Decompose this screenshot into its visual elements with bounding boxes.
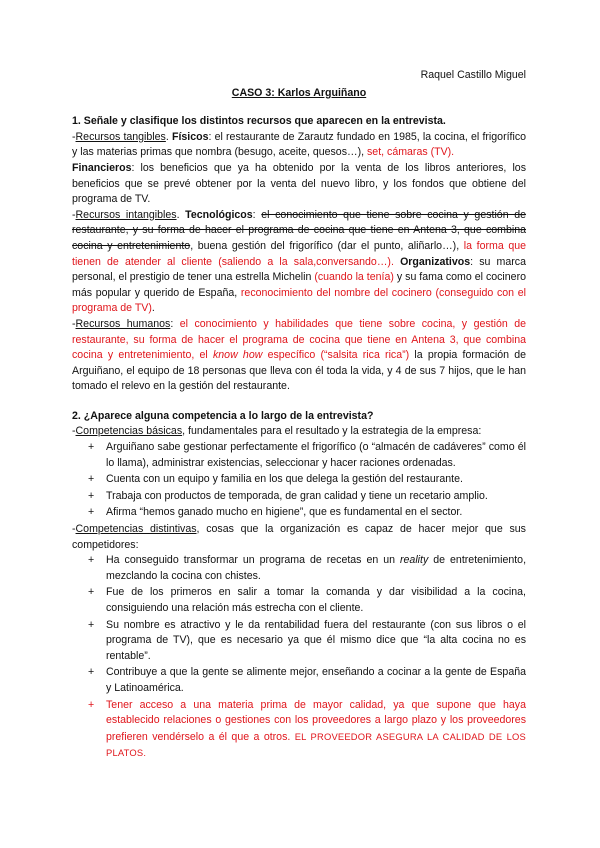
separator: :	[252, 208, 262, 221]
basic-competencies-text: , fundamentales para el resultado y la estrategia de la empresa:	[182, 425, 482, 438]
dash: -	[72, 208, 76, 221]
technological-red-note: la forma que tienen de atender al cliente (saliendo a la sala,conversando…).	[72, 239, 526, 268]
bullet: +	[88, 441, 95, 454]
organizational-red-note-2: reconocimiento del nombre del cocinero (conseguido con el programa de TV)	[72, 286, 526, 315]
distinctive-competencies-intro	[72, 522, 526, 553]
dash: -	[72, 425, 76, 438]
bullet: +	[88, 618, 95, 631]
physical-text: : el restaurante de Zarautz fundado en 1985, la cocina, el frigorífico y las materias primas que nombra (besugo, aceite, quesos…),	[72, 130, 527, 159]
basic-competencies-list	[72, 440, 526, 521]
distinctive-competencies-label: Competencias distintivas	[75, 523, 197, 536]
bullet: +	[88, 473, 95, 486]
financial-text: : los beneficios que ya ha obtenido por la venta de los libros anteriores, los beneficios que se prevé obtener por la venta del nuevo libro, y los fondos que obtiene del programa de TV.	[72, 161, 526, 206]
distinctive-competencies-list	[72, 553, 526, 762]
list-item	[72, 505, 526, 521]
dash: -	[72, 130, 76, 143]
organizational-text-2: y su fama como el cocinero más popular y querido de España,	[72, 271, 526, 299]
list-item-text: Fue de los primeros en salir a tomar la comanda y dar visibilidad a la cocina, consiguiendo una relación más estrecha con el cliente.	[106, 586, 526, 614]
bullet: +	[88, 489, 95, 502]
period: .	[151, 302, 155, 315]
dash: -	[72, 317, 76, 330]
physical-label: Físicos	[171, 130, 209, 143]
technological-label: Tecnológicos	[185, 208, 253, 221]
question-1-heading: 1. Señale y clasifique los distintos recursos que aparecen en la entrevista.	[72, 115, 446, 128]
bullet: +	[88, 698, 95, 711]
human-red-note-1: el conocimiento y habilidades que tiene sobre cocina, y gestión de restaurante, su forma de hacer el programa de cocina que tiene en Antena 3, que combina cocina y entretenimiento, el	[72, 317, 526, 362]
reality-italic: reality	[400, 554, 429, 567]
list-item-text: Afirma “hemos ganado mucho en higiene”, que es fundamental en el sector.	[106, 506, 463, 519]
list-item-text: Ha conseguido transformar un programa de recetas en un	[106, 554, 401, 567]
uppercase-note: EL PROVEEDOR ASEGURA LA CALIDAD DE LOS PLATOS.	[106, 730, 526, 759]
organizational-red-note-1: (cuando la tenía)	[314, 271, 394, 284]
list-item-red	[72, 698, 526, 762]
bullet: +	[88, 586, 95, 599]
list-item	[72, 440, 526, 471]
organizational-text: : su marca personal, el prestigio de tener una estrella Michelin	[72, 255, 526, 284]
human-red-note-2: específico (“salsita rica rica”)	[262, 349, 410, 362]
list-item	[72, 585, 526, 616]
tangible-resources-label: Recursos tangibles	[75, 130, 166, 143]
technological-text: , buena gestión del frigorífico (dar el punto, aliñarlo…),	[190, 239, 464, 252]
human-resources-paragraph	[72, 317, 526, 395]
separator: .	[176, 208, 186, 221]
list-item-text: Su nombre es atractivo y le da rentabilidad fuera del restaurante (con sus libros o el programa de TV), que es necesario ya que él mismo dice que “la alta cocina no es rentable”.	[106, 618, 526, 662]
list-item-text: Arguiñano sabe gestionar perfectamente el frigorífico (o “almacén de cadáveres” como él lo llama), administrar existencias, seleccionar y hacer raciones ordenadas.	[106, 441, 526, 469]
distinctive-competencies-text: , cosas que la organización es capaz de hacer mejor que sus competidores:	[72, 523, 526, 551]
separator: .	[165, 130, 172, 143]
list-item-text: Cuenta con un equipo y familia en los que delega la gestión del restaurante.	[106, 473, 463, 486]
human-text: la propia formación de Arguiñano, el equipo de 18 personas que lleva con él toda la vida, y 4 de sus 7 hijos, que le han tomado el relevo en la gestión del restaurante.	[72, 349, 527, 393]
physical-red-note: set, cámaras (TV).	[367, 146, 455, 159]
author-name: Raquel Castillo Miguel	[420, 69, 526, 81]
list-item-text: de entretenimiento, mezclando la cocina con chistes.	[106, 554, 527, 582]
basic-competencies-label: Competencias básicas	[75, 425, 183, 438]
intangible-resources-label: Recursos intangibles	[75, 208, 177, 221]
list-item	[72, 665, 526, 696]
human-resources-label: Recursos humanos	[75, 317, 171, 330]
organizational-label: Organizativos	[400, 255, 471, 268]
struck-text: el conocimiento que tiene sobre cocina y gestión de restaurante, y su forma de hacer el programa de cocina que tiene en Antena 3, que combina cocina y entretenimiento	[72, 208, 527, 252]
list-item-text: Contribuye a que la gente se alimente mejor, enseñando a cocinar a la gente de España y Latinoamérica.	[106, 666, 526, 694]
list-item	[72, 553, 526, 584]
list-item-text: Trabaja con productos de temporada, de gran calidad y tiene un recetario amplio.	[106, 489, 488, 502]
list-item-text: Tener acceso a una materia prima de mayor calidad, ya que supone que haya establecido relaciones o gestiones con los proveedores a largo plazo y los proveedores prefieren vendérselo a él que a otros.	[106, 698, 526, 743]
financial-label: Financieros	[72, 161, 132, 174]
list-item	[72, 489, 526, 505]
document-page	[72, 68, 526, 763]
list-item	[72, 618, 526, 665]
tangible-resources-paragraph	[72, 130, 526, 208]
bullet: +	[88, 506, 95, 519]
case-title: CASO 3: Karlos Arguiñano	[231, 86, 367, 99]
separator: :	[170, 317, 180, 330]
list-item	[72, 472, 526, 488]
basic-competencies-intro	[72, 424, 526, 440]
bullet: +	[88, 554, 95, 567]
dash: -	[72, 523, 76, 536]
intangible-resources-paragraph	[72, 208, 526, 317]
bullet: +	[88, 666, 95, 679]
know-how-italic: know how	[212, 349, 263, 362]
question-2-heading: 2. ¿Aparece alguna competencia a lo largo de la entrevista?	[72, 409, 374, 422]
